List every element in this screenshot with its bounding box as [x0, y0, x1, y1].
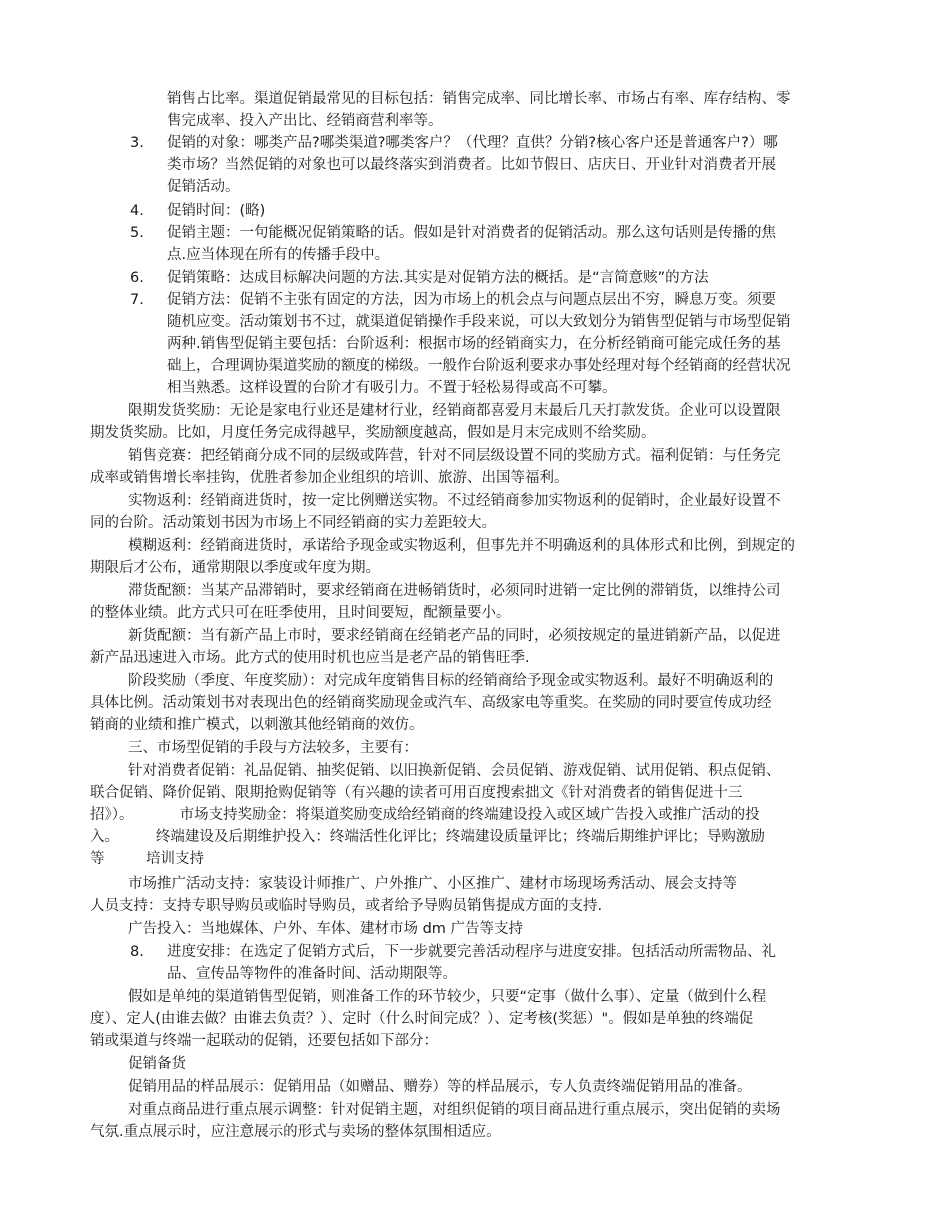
text-line: 点.应当体现在所有的传播手段中。	[167, 247, 390, 263]
list-number: 3.	[130, 135, 144, 151]
text-line: 阶段奖励（季度、年度奖励）：对完成年度销售目标的经销商给予现金或实物返利。最好不明确返利的	[128, 673, 774, 689]
text-line: 促销时间：(略)	[167, 203, 266, 219]
section-heading: 三、市场型促销的手段与方法较多，主要有：	[128, 740, 418, 756]
text-line: 销售竞赛：把经销商分成不同的层级或阵营，针对不同层级设置不同的奖励方式。福利促销：与任务完	[128, 448, 781, 464]
text-line: 入。 终端建设及后期维护投入：终端活性化评比；终端建设质量评比；终端后期维护评比；导购激励	[90, 829, 765, 845]
text-line: 假如是单纯的渠道销售型促销，则准备工作的环节较少，只要“定事（做什么事）、定量（做到什么程	[128, 989, 767, 1005]
text-line: 对重点商品进行重点展示调整：针对促销主题，对组织促销的项目商品进行重点展示，突出促销的卖场	[128, 1102, 781, 1118]
text-line: 的整体业绩。此方式只可在旺季使用，且时间要短，配额量要小。	[90, 605, 511, 621]
text-line: 促销主题：一句能概况促销策略的话。假如是针对消费者的促销活动。那么这句话则是传播的焦	[167, 225, 776, 241]
text-line: 广告投入：当地媒体、户外、车体、建材市场 dm 广告等支持	[128, 921, 524, 937]
text-line: 针对消费者促销：礼品促销、抽奖促销、以旧换新促销、会员促销、游戏促销、试用促销、积点促销、	[128, 763, 781, 779]
text-line: 相当熟悉。这样设置的台阶才有吸引力。不置于轻松易得或高不可攀。	[167, 380, 617, 396]
text-line: 促销的对象：哪类产品?哪类渠道?哪类客户？（代理？直供？分销?核心客户还是普通客户?）哪	[167, 135, 778, 151]
text-line: 两种.销售型促销主要包括：台阶返利：根据市场的经销商实力，在分析经销商可能完成任务的基	[167, 336, 781, 352]
text-line: 随机应变。活动策划书不过，就渠道促销操作手段来说，可以大致划分为销售型促销与市场型促销	[167, 314, 791, 330]
text-line: 限期发货奖励：无论是家电行业还是建材行业，经销商都喜爱月末最后几天打款发货。企业可以设置限	[128, 403, 781, 419]
text-line: 新货配额：当有新产品上市时，要求经销商在经销老产品的同时，必须按规定的量进销新产品，以促进	[128, 628, 781, 644]
text-line: 期限后才公布，通常期限以季度或年度为期。	[90, 560, 380, 576]
list-number: 4.	[130, 203, 144, 219]
text-line: 促销备货	[128, 1056, 186, 1072]
text-line: 度）、定人(由谁去做？由谁去负责？）、定时（什么时间完成？）、定考核(奖惩）"。假如是单独的终端促	[90, 1011, 754, 1027]
text-line: 成率或销售增长率挂钩，优胜者参加企业组织的培训、旅游、出国等福利。	[90, 470, 569, 486]
text-line: 新产品迅速进入市场。此方式的使用时机也应当是老产品的销售旺季.	[90, 650, 530, 666]
list-number: 8.	[130, 944, 144, 960]
text-line: 同的台阶。活动策划书因为市场上不同经销商的实力差距较大。	[90, 515, 496, 531]
text-line: 进度安排：在选定了促销方式后，下一步就要完善活动程序与进度安排。包括活动所需物品、礼	[167, 944, 776, 960]
text-line: 促销用品的样品展示：促销用品（如赠品、赠券）等的样品展示，专人负责终端促销用品的准备。	[128, 1079, 752, 1095]
list-number: 7.	[130, 292, 144, 308]
list-number: 6.	[130, 270, 144, 286]
text-line: 品、宣传品等物件的准备时间、活动期限等。	[167, 966, 457, 982]
text-line: 销商的业绩和推广模式，以刺激其他经销商的效仿。	[90, 717, 424, 733]
text-line: 类市场？当然促销的对象也可以最终落实到消费者。比如节假日、店庆日、开业针对消费者开展	[167, 157, 776, 173]
text-line: 促销方法：促销不主张有固定的方法，因为市场上的机会点与问题点层出不穷，瞬息万变。须要	[167, 292, 776, 308]
text-line: 销或渠道与终端一起联动的促销，还要包括如下部分：	[90, 1033, 438, 1049]
text-line: 市场推广活动支持：家装设计师推广、户外推广、小区推广、建材市场现场秀活动、展会支持等	[128, 876, 737, 892]
text-line: 具体比例。活动策划书对表现出色的经销商奖励现金或汽车、高级家电等重奖。在奖励的同时要宣传成功经	[90, 695, 772, 711]
text-line: 人员支持：支持专职导购员或临时导购员，或者给予导购员销售提成方面的支持.	[90, 898, 603, 914]
text-line: 期发货奖励。比如，月度任务完成得越早，奖励额度越高，假如是月末完成则不给奖励。	[90, 425, 656, 441]
text-line: 模糊返利：经销商进货时，承诺给予现金或实物返利，但事先并不明确返利的具体形式和比例，到规定的	[128, 538, 795, 554]
text-line: 售完成率、投入产出比、经销商营利率等。	[167, 113, 443, 129]
text-line: 招》）。 市场支持奖励金：将渠道奖励变成给经销商的终端建设投入或区域广告投入或推广活动的投	[90, 807, 760, 823]
text-line: 等 培训支持	[90, 851, 204, 867]
text-line: 实物返利：经销商进货时，按一定比例赠送实物。不过经销商参加实物返利的促销时，企业最好设置不	[128, 493, 781, 509]
text-line: 促销活动。	[167, 179, 240, 195]
text-line: 础上，合理调协渠道奖励的额度的梯级。一般作台阶返利要求办事处经理对每个经销商的经营状况	[167, 358, 791, 374]
text-line: 促销策略：达成目标解决问题的方法.其实是对促销方法的概括。是“言简意赅”的方法	[167, 270, 709, 286]
text-line: 联合促销、降价促销、限期抢购促销等（有兴趣的读者可用百度搜索拙文《针对消费者的销售促进十三	[90, 785, 743, 801]
list-number: 5.	[130, 225, 144, 241]
text-line: 气氛.重点展示时，应注意展示的形式与卖场的整体氛围相适应。	[90, 1124, 501, 1140]
text-line: 滞货配额：当某产品滞销时，要求经销商在进畅销货时，必须同时进销一定比例的滞销货，以维持公司	[128, 583, 781, 599]
text-line: 销售占比率。渠道促销最常见的目标包括：销售完成率、同比增长率、市场占有率、库存结构、零	[167, 91, 791, 107]
